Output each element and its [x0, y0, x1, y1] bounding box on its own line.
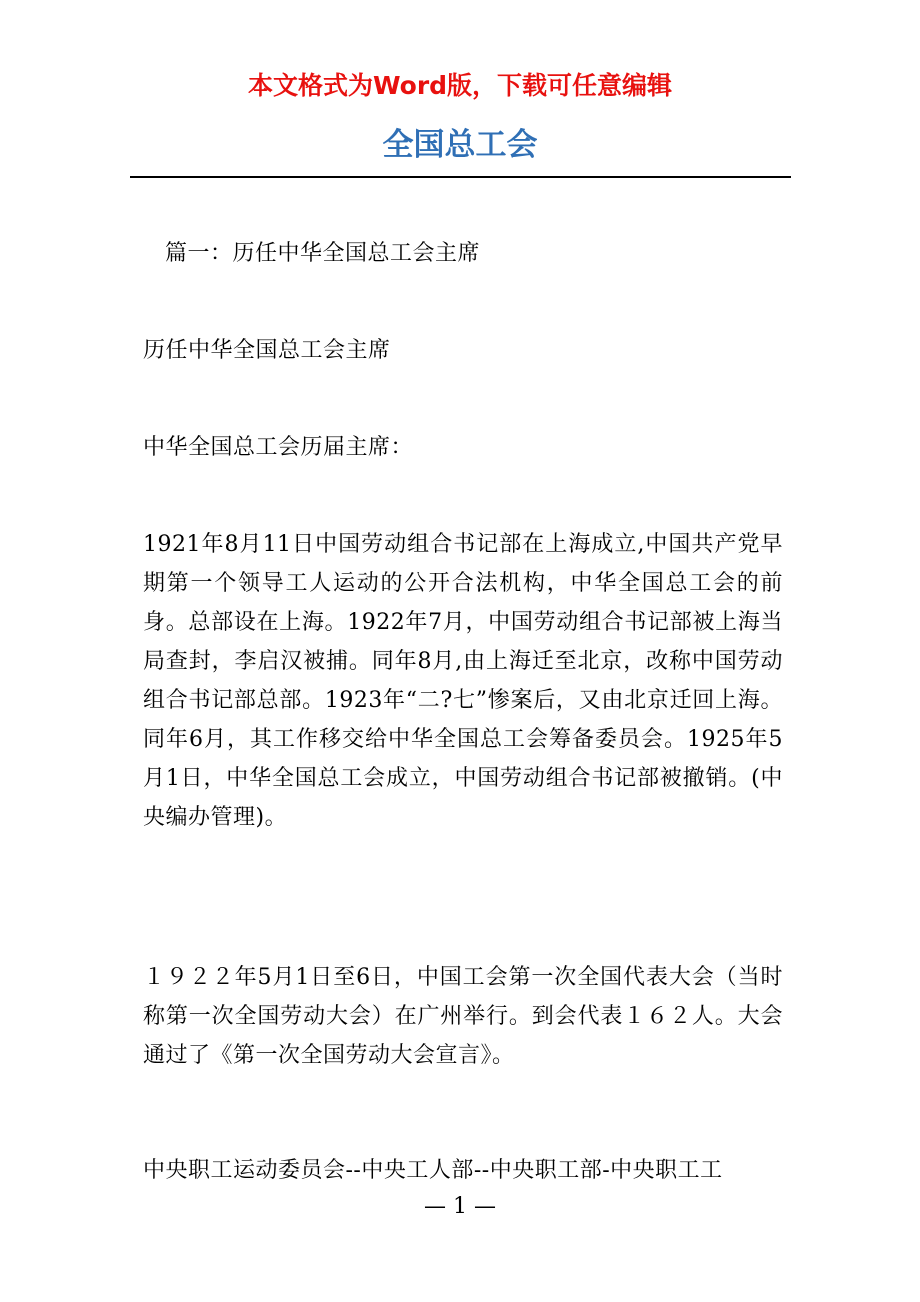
document-title: 全国总工会: [382, 127, 538, 163]
intro-line: 中华全国总工会历届主席：: [143, 435, 414, 460]
header-divider: [130, 176, 791, 178]
page-number: — 1 —: [424, 1194, 496, 1219]
paragraph-departments: 中央职工运动委员会--中央工人部--中央职工部-中央职工工: [143, 1158, 723, 1183]
section-heading: 篇一：历任中华全国总工会主席: [165, 241, 481, 266]
subheading: 历任中华全国总工会主席: [143, 338, 391, 363]
paragraph-congress: １９２２年5月1日至6日，中国工会第一次全国代表大会（当时称第一次全国劳动大会）在广州举行。到会代表１６２人。大会通过了《第一次全国劳动大会宣言》。: [143, 965, 783, 1068]
paragraph-history: 1921年8月11日中国劳动组合书记部在上海成立,中国共产党早期第一个领导工人运动的公开合法机构，中华全国总工会的前身。总部设在上海。1922年7月，中国劳动组合书记部被上海当局查封，李启汉被捕。同年8月,由上海迁至北京，改称中国劳动组合书记部总部。1923年“二?七”惨案后，又由北京迁回上海。同年6月，其工作移交给中华全国总工会筹备委员会。1925年5月1日，中华全国总工会成立，中国劳动组合书记部被撤销。(中央编办管理)。: [143, 532, 783, 830]
format-banner: 本文格式为Word版，下载可任意编辑: [247, 71, 673, 100]
